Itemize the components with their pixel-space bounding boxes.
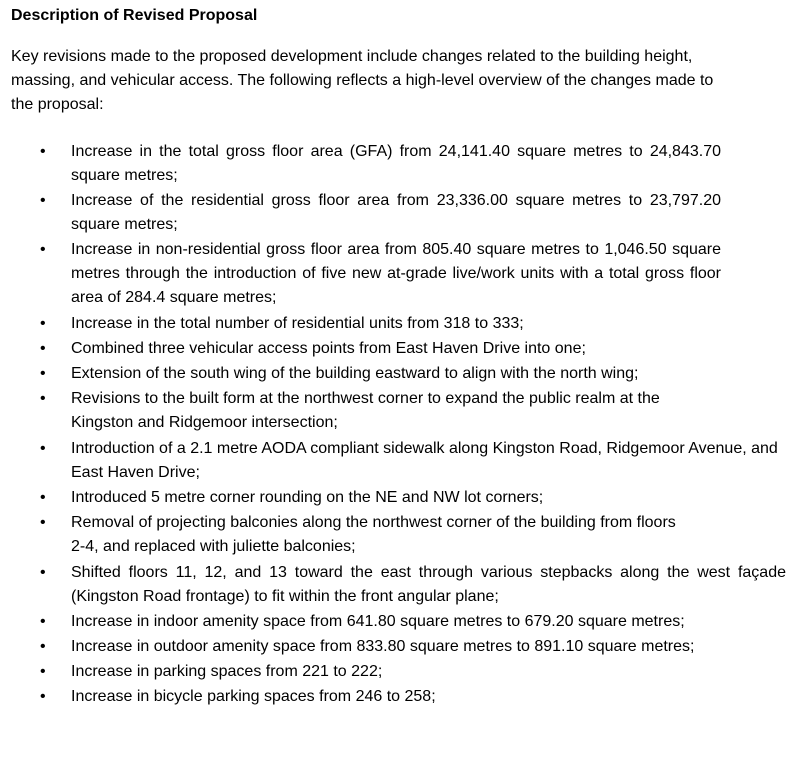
section-title: Description of Revised Proposal (11, 7, 258, 24)
list-item-text: Shifted floors 11, 12, and 13 toward the east through various stepbacks along the west façade (Kingston Road frontage) to fit within the front angular plane; (71, 564, 786, 605)
list-item-text: Introduced 5 metre corner rounding on the NE and NW lot corners; (71, 489, 544, 506)
bullet-icon: • (40, 638, 46, 655)
list-item-text: Increase in bicycle parking spaces from 246 to 258; (71, 688, 436, 705)
bullet-icon: • (40, 315, 46, 332)
list-item-text: Combined three vehicular access points from East Haven Drive into one; (71, 340, 586, 357)
list-item-text: Extension of the south wing of the building eastward to align with the north wing; (71, 365, 639, 382)
bullet-icon: • (40, 365, 46, 382)
list-item-text: Increase in the total gross floor area (GFA) from 24,141.40 square metres to 24,843.70 square metres; (71, 143, 721, 184)
list-item (11, 337, 793, 361)
list-item (11, 140, 793, 188)
list-item (11, 660, 793, 684)
list-item-text: Increase in non-residential gross floor area from 805.40 square metres to 1,046.50 square metres through the introduction of five new at-grade live/work units with a total gross floor area of 284.4 square metres; (71, 241, 721, 306)
list-item-text: Increase in indoor amenity space from 641.80 square metres to 679.20 square metres; (71, 613, 685, 630)
bullet-icon: • (40, 688, 46, 705)
list-item-text: Increase in parking spaces from 221 to 222; (71, 663, 383, 680)
revision-list (11, 140, 793, 709)
list-item (11, 238, 793, 310)
list-item (11, 362, 793, 386)
bullet-icon: • (40, 514, 46, 531)
bullet-icon: • (40, 192, 46, 209)
bullet-icon: • (40, 489, 46, 506)
bullet-icon: • (40, 564, 46, 581)
list-item-text: Increase in outdoor amenity space from 833.80 square metres to 891.10 square metres; (71, 638, 695, 655)
bullet-icon: • (40, 241, 46, 258)
list-item (11, 312, 793, 336)
bullet-icon: • (40, 143, 46, 160)
list-item (11, 635, 793, 659)
bullet-icon: • (40, 663, 46, 680)
list-item (11, 189, 793, 237)
list-item (11, 685, 793, 709)
list-item-text: Removal of projecting balconies along the northwest corner of the building from floors 2-4, and replaced with juliette balconies; (71, 514, 676, 555)
bullet-icon: • (40, 340, 46, 357)
list-item (11, 511, 793, 559)
list-item (11, 610, 793, 634)
list-item (11, 486, 793, 510)
list-item-text: Increase of the residential gross floor area from 23,336.00 square metres to 23,797.20 square metres; (71, 192, 721, 233)
list-item (11, 561, 793, 609)
bullet-icon: • (40, 613, 46, 630)
bullet-icon: • (40, 440, 46, 457)
bullet-icon: • (40, 390, 46, 407)
list-item-text: Introduction of a 2.1 metre AODA compliant sidewalk along Kingston Road, Ridgemoor Avenue, and East Haven Drive; (71, 440, 778, 481)
list-item-text: Revisions to the built form at the northwest corner to expand the public realm at the Kingston and Ridgemoor intersection; (71, 390, 660, 431)
list-item-text: Increase in the total number of residential units from 318 to 333; (71, 315, 524, 332)
intro-paragraph: Key revisions made to the proposed development include changes related to the building height, massing, and vehicular access. The following reflects a high-level overview of the changes made to the proposal: (11, 48, 714, 113)
list-item (11, 437, 793, 485)
list-item (11, 387, 793, 435)
